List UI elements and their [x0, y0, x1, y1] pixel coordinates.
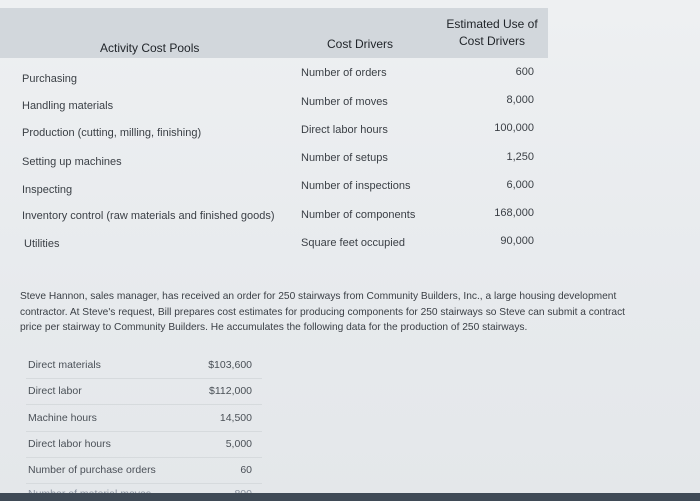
cost-data-label: Direct materials [28, 359, 101, 371]
row-pool: Handling materials [22, 100, 114, 112]
row-use: 6,000 [506, 179, 534, 191]
row-divider [26, 378, 262, 379]
row-driver: Number of orders [301, 67, 387, 79]
row-divider [26, 431, 262, 432]
row-pool: Inspecting [22, 184, 73, 196]
paragraph-line: contractor. At Steve's request, Bill prepares cost estimates for producing components for 250 stairways so Steve can submit a contract [20, 306, 625, 318]
row-driver: Direct labor hours [301, 124, 388, 136]
row-divider [26, 404, 262, 405]
paragraph-line: price per stairway to Community Builders. He accumulates the following data for the production of 250 stairways. [20, 322, 528, 333]
cost-data-value: 14,500 [219, 412, 252, 424]
row-divider [26, 457, 262, 458]
row-use: 168,000 [494, 207, 534, 219]
table-header-band [0, 8, 548, 58]
cost-data-label: Machine hours [28, 412, 97, 424]
row-use: 8,000 [506, 94, 534, 106]
bottom-edge [0, 493, 700, 501]
row-driver: Number of setups [301, 152, 388, 164]
row-pool: Purchasing [22, 73, 78, 85]
row-use: 600 [515, 66, 534, 78]
cost-data-value: 5,000 [225, 438, 252, 450]
row-driver: Square feet occupied [301, 237, 405, 249]
cost-data-value: $103,600 [208, 359, 252, 371]
row-pool: Utilities [24, 238, 60, 250]
header-activity-cost-pools: Activity Cost Pools [100, 41, 200, 55]
cost-data-label: Direct labor hours [28, 438, 111, 450]
row-driver: Number of moves [301, 96, 388, 108]
header-cost-drivers: Cost Drivers [327, 37, 394, 51]
description-paragraph [20, 289, 690, 336]
row-driver: Number of inspections [301, 180, 411, 192]
row-use: 90,000 [500, 235, 534, 247]
paragraph-line: Steve Hannon, sales manager, has received an order for 250 stairways from Community Builders, Inc., a large housing development [20, 291, 617, 302]
cost-data-label: Direct labor [28, 385, 82, 397]
cost-data-value: 60 [240, 464, 252, 476]
header-estimated-use-line2: Cost Drivers [458, 34, 525, 48]
row-use: 100,000 [494, 122, 534, 134]
row-pool: Inventory control (raw materials and finished goods) [22, 210, 275, 222]
row-driver: Number of components [301, 209, 416, 221]
cost-data-label: Number of purchase orders [28, 464, 156, 476]
row-divider [26, 483, 262, 484]
cost-data-value: $112,000 [208, 385, 252, 397]
row-pool: Setting up machines [22, 156, 122, 168]
row-pool: Production (cutting, milling, finishing) [22, 127, 202, 139]
row-use: 1,250 [506, 151, 534, 163]
header-estimated-use-line1: Estimated Use of [446, 17, 538, 31]
